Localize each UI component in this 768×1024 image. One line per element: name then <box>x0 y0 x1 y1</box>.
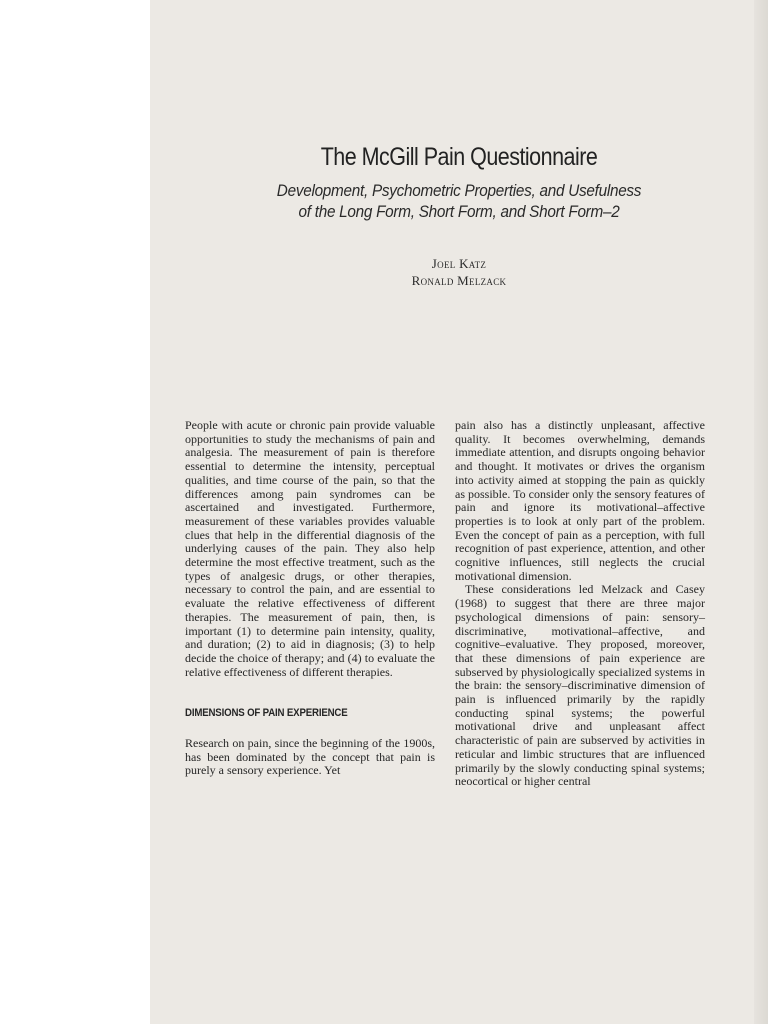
author-name: Joel Katz <box>431 256 487 271</box>
subtitle-line: of the Long Form, Short Form, and Short Form–2 <box>298 202 620 221</box>
right-text-column <box>455 419 705 789</box>
page-edge-shadow <box>754 0 768 1024</box>
subtitle-line: Development, Psychometric Properties, and Usefulness <box>276 181 642 200</box>
body-paragraph: These considerations led Melzack and Casey (1968) to suggest that there are three major psychological dimensions of pain: sensory–discriminative, motivational–affective, and cognitive–evaluative. They proposed, moreover, that these dimensions of pain experience are subserved by physiologically specialized systems in the brain: the sensory–discriminative dimension of pain is influenced primarily by the rapidly conducting spinal systems; the powerful motivational drive and unpleasant affect characteristic of pain are subserved by activities in reticular and limbic structures that are influenced primarily by the slowly conducting spinal systems; neocortical or higher central <box>455 582 705 789</box>
article-subtitle <box>150 180 768 222</box>
left-text-column <box>185 419 435 778</box>
body-paragraph: Research on pain, since the beginning of the 1900s, has been dominated by the concept that pain is purely a sensory experience. Yet <box>185 736 435 778</box>
author-name: Ronald Melzack <box>411 273 507 288</box>
body-paragraph: pain also has a distinctly unpleasant, affective quality. It becomes overwhelming, demands immediate attention, and disrupts ongoing behavior and thought. It motivates or drives the organism into activity aimed at stopping the pain as quickly as possible. To consider only the sensory features of pain and ignore its motivational–affective properties is to look at only part of the problem. Even the concept of pain as a perception, with full recognition of past experience, attention, and other cognitive influences, still neglects the crucial motivational dimension. <box>455 418 705 583</box>
author-list <box>150 255 768 289</box>
section-heading: DIMENSIONS OF PAIN EXPERIENCE <box>185 707 348 720</box>
article-title: The McGill Pain Questionnaire <box>320 143 598 171</box>
intro-paragraph: People with acute or chronic pain provide valuable opportunities to study the mechanisms of pain and analgesia. The measurement of pain is therefore essential to determine the intensity, perceptual qualities, and time course of the pain, so that the differences among pain syndromes can be ascertained and investigated. Furthermore, measurement of these variables provides valuable clues that help in the differential diagnosis of the underlying causes of the pain. They also help determine the most effective treatment, such as the types of analgesic drugs, or other therapies, necessary to control the pain, and are essential to evaluate the relative effectiveness of different therapies. The measurement of pain, then, is important (1) to determine pain intensity, quality, and duration; (2) to aid in diagnosis; (3) to help decide the choice of therapy; and (4) to evaluate the relative effectiveness of different therapies. <box>185 418 435 679</box>
